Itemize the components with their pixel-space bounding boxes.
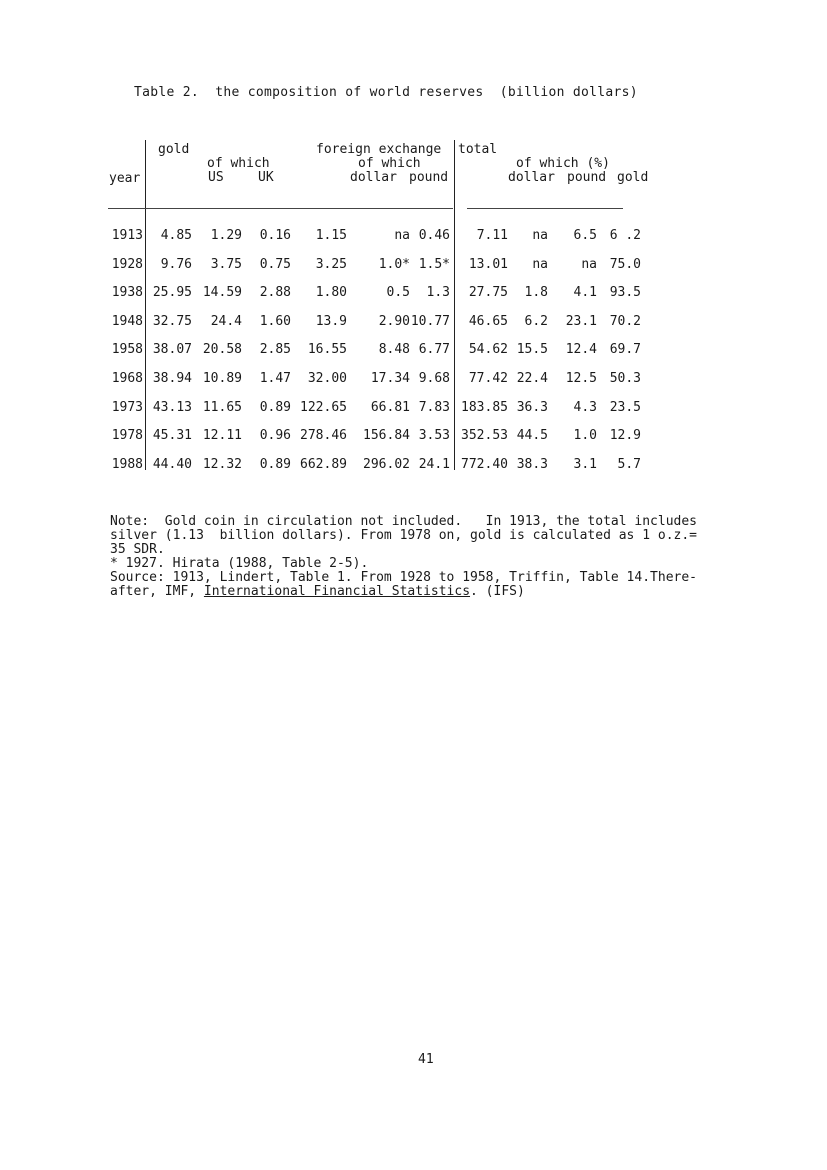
cell-total: 27.75 xyxy=(468,285,508,301)
cell-year: 1968 xyxy=(111,371,143,386)
cell-year: 1913 xyxy=(111,228,143,243)
cell-pp: 1.0 xyxy=(573,428,597,444)
cell-total: 772.40 xyxy=(461,456,508,472)
cell-pp: 12.4 xyxy=(565,342,597,358)
cell-us: 3.75 xyxy=(210,256,242,272)
header-uk: UK xyxy=(258,170,274,185)
cell-uk: 2.85 xyxy=(259,342,291,358)
cell-us: 14.59 xyxy=(202,285,242,301)
cell-total: 54.62 xyxy=(468,342,508,358)
note-line-4: * 1927. Hirata (1988, Table 2-5). xyxy=(110,556,369,571)
cell-pg: 23.5 xyxy=(609,399,641,415)
header-pct-dollar: dollar xyxy=(508,170,555,185)
cell-year: 1973 xyxy=(111,399,143,415)
cell-pd: 44.5 xyxy=(516,428,548,444)
cell-us: 12.11 xyxy=(202,428,242,444)
cell-pd: na xyxy=(532,256,548,272)
cell-gold: 38.94 xyxy=(152,371,192,386)
cell-fx: 1.15 xyxy=(315,228,347,243)
cell-total: 77.42 xyxy=(468,371,508,386)
cell-gold: 45.31 xyxy=(152,428,192,444)
cell-dollar: 0.5 xyxy=(386,285,410,301)
cell-year: 1978 xyxy=(111,428,143,444)
vertical-rule-year xyxy=(145,140,146,470)
cell-us: 12.32 xyxy=(202,456,242,472)
cell-pd: 15.5 xyxy=(516,342,548,358)
source-title-ifs: International Financial Statistics xyxy=(203,584,471,599)
cell-total: 183.85 xyxy=(461,399,508,415)
cell-fx: 16.55 xyxy=(307,342,347,358)
cell-pd: 6.2 xyxy=(524,313,548,329)
page-number: 41 xyxy=(418,1052,434,1067)
cell-fx: 662.89 xyxy=(300,456,347,472)
cell-total: 13.01 xyxy=(468,256,508,272)
cell-pg: 70.2 xyxy=(609,313,641,329)
header-rule-left xyxy=(108,208,453,209)
header-gold: gold xyxy=(158,142,190,157)
header-rule-right xyxy=(467,208,623,209)
cell-year: 1938 xyxy=(111,285,143,301)
cell-gold: 25.95 xyxy=(152,285,192,301)
cell-gold: 9.76 xyxy=(160,256,192,272)
cell-gold: 4.85 xyxy=(160,228,192,243)
cell-pp: 4.3 xyxy=(573,399,597,415)
cell-pound: 9.68 xyxy=(418,371,450,386)
cell-pd: 36.3 xyxy=(516,399,548,415)
cell-uk: 0.89 xyxy=(259,399,291,415)
cell-year: 1988 xyxy=(111,456,143,472)
cell-fx: 32.00 xyxy=(307,371,347,386)
header-pct-of-which: of which (%) xyxy=(516,156,610,171)
note-line-3: 35 SDR. xyxy=(110,542,165,557)
cell-pound: 0.46 xyxy=(418,228,450,243)
note-line-6 xyxy=(110,585,525,599)
cell-pound: 3.53 xyxy=(418,428,450,444)
cell-total: 7.11 xyxy=(476,228,508,243)
vertical-rule-total xyxy=(454,140,455,470)
cell-pound: 6.77 xyxy=(418,342,450,358)
note-line-6-suffix: . (IFS) xyxy=(470,584,525,599)
cell-pg: 12.9 xyxy=(609,428,641,444)
cell-dollar: 2.90 xyxy=(378,313,410,329)
cell-fx: 3.25 xyxy=(315,256,347,272)
cell-total: 352.53 xyxy=(461,428,508,444)
cell-uk: 2.88 xyxy=(259,285,291,301)
cell-fx: 1.80 xyxy=(315,285,347,301)
note-line-6-prefix: after, IMF, xyxy=(110,584,204,599)
cell-dollar: 296.02 xyxy=(363,456,410,472)
header-dollar: dollar xyxy=(350,170,397,185)
cell-pp: na xyxy=(581,256,597,272)
cell-dollar: 66.81 xyxy=(370,399,410,415)
cell-uk: 0.16 xyxy=(259,228,291,243)
header-pct-pound: pound xyxy=(567,170,607,185)
cell-pp: 3.1 xyxy=(573,456,597,472)
cell-gold: 38.07 xyxy=(152,342,192,358)
cell-pp: 23.1 xyxy=(565,313,597,329)
cell-year: 1928 xyxy=(111,256,143,272)
cell-uk: 0.96 xyxy=(259,428,291,444)
cell-dollar: 8.48 xyxy=(378,342,410,358)
cell-pg: 5.7 xyxy=(617,456,641,472)
header-gold-of-which: of which xyxy=(207,156,270,171)
cell-dollar: na xyxy=(394,228,410,243)
cell-us: 1.29 xyxy=(210,228,242,243)
cell-pg: 69.7 xyxy=(609,342,641,358)
header-total: total xyxy=(458,142,498,157)
note-line-2: silver (1.13 billion dollars). From 1978 on, gold is calculated as 1 o.z.= xyxy=(110,528,697,543)
header-pct-gold: gold xyxy=(617,170,649,185)
cell-dollar: 17.34 xyxy=(370,371,410,386)
cell-pg: 93.5 xyxy=(609,285,641,301)
note-line-5: Source: 1913, Lindert, Table 1. From 1928 to 1958, Triffin, Table 14.There- xyxy=(110,570,697,585)
cell-uk: 0.89 xyxy=(259,456,291,472)
cell-pp: 12.5 xyxy=(565,371,597,386)
cell-pound: 7.83 xyxy=(418,399,450,415)
cell-gold: 44.40 xyxy=(152,456,192,472)
cell-gold: 32.75 xyxy=(152,313,192,329)
cell-year: 1958 xyxy=(111,342,143,358)
cell-dollar: 1.0* xyxy=(378,256,410,272)
header-foreign-exchange: foreign exchange xyxy=(316,142,442,157)
cell-year: 1948 xyxy=(111,313,143,329)
cell-uk: 0.75 xyxy=(259,256,291,272)
header-fx-of-which: of which xyxy=(358,156,421,171)
cell-pg: 75.0 xyxy=(609,256,641,272)
cell-fx: 122.65 xyxy=(300,399,347,415)
cell-pound: 10.77 xyxy=(410,313,450,329)
cell-uk: 1.60 xyxy=(259,313,291,329)
cell-pd: 1.8 xyxy=(524,285,548,301)
header-pound: pound xyxy=(409,170,449,185)
cell-gold: 43.13 xyxy=(152,399,192,415)
cell-fx: 13.9 xyxy=(315,313,347,329)
cell-total: 46.65 xyxy=(468,313,508,329)
note-line-1: Note: Gold coin in circulation not included. In 1913, the total includes xyxy=(110,514,697,529)
cell-pp: 6.5 xyxy=(573,228,597,243)
header-year: year xyxy=(109,171,141,186)
cell-pp: 4.1 xyxy=(573,285,597,301)
cell-pd: 22.4 xyxy=(516,371,548,386)
cell-us: 24.4 xyxy=(210,313,242,329)
cell-pg: 50.3 xyxy=(609,371,641,386)
cell-uk: 1.47 xyxy=(259,371,291,386)
cell-pound: 1.3 xyxy=(426,285,450,301)
cell-pg: 6 .2 xyxy=(609,228,641,243)
cell-us: 20.58 xyxy=(202,342,242,358)
cell-pd: na xyxy=(532,228,548,243)
cell-pd: 38.3 xyxy=(516,456,548,472)
cell-us: 10.89 xyxy=(202,371,242,386)
cell-dollar: 156.84 xyxy=(363,428,410,444)
cell-us: 11.65 xyxy=(202,399,242,415)
cell-pound: 24.1 xyxy=(418,456,450,472)
table-title: Table 2. the composition of world reserves (billion dollars) xyxy=(134,85,638,100)
cell-fx: 278.46 xyxy=(300,428,347,444)
header-us: US xyxy=(208,170,224,185)
cell-pound: 1.5* xyxy=(418,256,450,272)
